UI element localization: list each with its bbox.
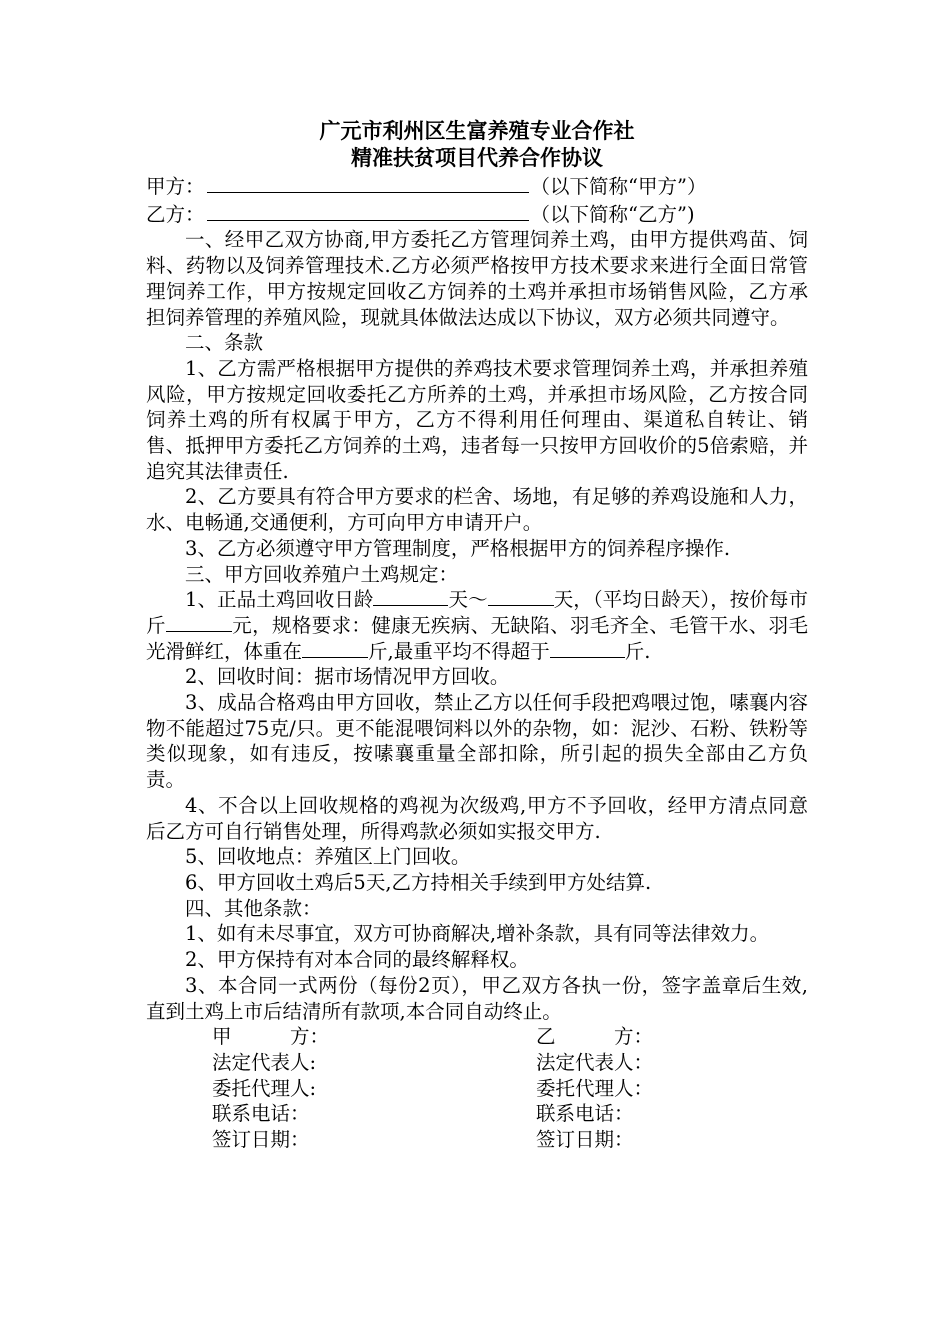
section-3-clause-5: 5、回收地点：养殖区上门回收。 [185,845,471,869]
section-3-heading: 三、甲方回收养殖户土鸡规定： [185,562,459,586]
party-a-blank [207,172,529,193]
max-age-blank [488,587,554,606]
party-a-date: 签订日期： [212,1128,310,1152]
clause-1-text-c: 天，（平均日龄天），按价每市斤 [146,588,808,637]
title-line-2: 精准扶贫项目代养合作协议 [351,146,603,170]
section-3-clause-6: 6、甲方回收土鸡后5天,乙方持相关手续到甲方处结算. [185,870,652,894]
section-3-clause-4: 4、不合以上回收规格的鸡视为次级鸡,甲方不予回收，经甲方清点同意后乙方可自行销售处理，所得鸡款必须如实报交甲方. [146,793,808,843]
party-a-line [146,172,808,200]
section-2-clause-1: 1、乙方需严格根据甲方提供的养鸡技术要求管理饲养土鸡，并承担养殖风险，甲方按规定回收委托乙方所养的土鸡，并承担市场风险，乙方按合同饲养土鸡的所有权属于甲方，乙方不得利用任何理由、渠道私自转让、销售、抵押甲方委托乙方饲养的土鸡，违者每一只按甲方回收价的5倍索赔，并追究其法律责任. [146,356,808,483]
party-a-signature [212,1024,329,1153]
party-b-line [146,200,808,228]
clause-1-text-a: 1、正品土鸡回收日龄 [185,588,374,612]
clause-1-text-f: 斤. [624,639,651,663]
section-4-clause-1: 1、如有未尽事宜，双方可协商解决,增补条款，具有同等法律效力。 [185,922,770,946]
section-3-clause-3: 3、成品合格鸡由甲方回收，禁止乙方以任何手段把鸡喂过饱，嗉襄内容物不能超过75克/只。更不能混喂饲料以外的杂物，如：泥沙、石粉、铁粉等类似现象，如有违反，按嗉襄重量全部扣除，所引起的损失全部由乙方负责。 [146,691,808,792]
party-b-date: 签订日期： [536,1128,634,1152]
party-b-sign-label: 乙 方： [536,1025,654,1049]
party-b-legal-rep: 法定代表人： [536,1050,654,1074]
max-weight-blank [550,639,625,658]
contract-page [146,118,808,1159]
price-blank [166,613,232,632]
section-4-clause-3: 3、本合同一式两份（每份2页），甲乙双方各执一份，签字盖章后生效,直到土鸡上市后结清所有款项,本合同自动终止。 [146,973,808,1023]
party-a-label: 甲方： [146,175,205,198]
title-line-1: 广元市利州区生富养殖专业合作社 [319,119,635,143]
min-age-blank [373,587,448,606]
section-3-clause-2: 2、回收时间：据市场情况甲方回收。 [185,665,510,689]
party-a-suffix: （以下简称“甲方”） [530,175,707,198]
party-b-signature [536,1024,653,1153]
party-b-phone: 联系电话： [536,1102,634,1126]
section-3-clause-1 [146,587,808,664]
clause-1-text-b: 天～ [448,588,488,612]
party-b-suffix: （以下简称“乙方”) [530,202,695,226]
party-b-blank [207,200,529,221]
party-a-sign-label: 甲 方： [212,1025,330,1049]
clause-1-text-e: 斤,最重平均不得超于 [368,639,550,663]
party-a-agent: 委托代理人: [212,1076,317,1100]
section-4-heading: 四、其他条款： [185,896,322,920]
section-2-heading: 二、条款 [185,331,264,355]
signature-block [146,1024,808,1159]
section-2-clause-2: 2、乙方要具有符合甲方要求的栏舍、场地，有足够的养鸡设施和人力，水、电畅通,交通便利，方可向甲方申请开户。 [146,485,808,535]
party-b-agent: 委托代理人： [536,1076,654,1100]
section-1-paragraph: 一、经甲乙双方协商,甲方委托乙方管理饲养土鸡，由甲方提供鸡苗、饲料、药物以及饲养管理技术.乙方必须严格按甲方技术要求来进行全面日常管理饲养工作，甲方按规定回收乙方饲养的土鸡并承担市场销售风险，乙方承担饲养管理的养殖风险，现就具体做法达成以下协议，双方必须共同遵守。 [146,228,808,329]
weight-blank [302,639,368,658]
clause-1-text-d: 元，规格要求：健康无疾病、无缺陷、羽毛齐全、毛管干水、羽毛光滑鲜红，体重在 [146,613,808,663]
party-b-label: 乙方： [146,202,205,226]
party-a-legal-rep: 法定代表人: [212,1050,317,1074]
section-2-clause-3: 3、乙方必须遵守甲方管理制度，严格根据甲方的饲养程序操作. [185,536,731,560]
party-a-phone: 联系电话： [212,1102,310,1126]
section-4-clause-2: 2、甲方保持有对本合同的最终解释权。 [185,948,529,972]
